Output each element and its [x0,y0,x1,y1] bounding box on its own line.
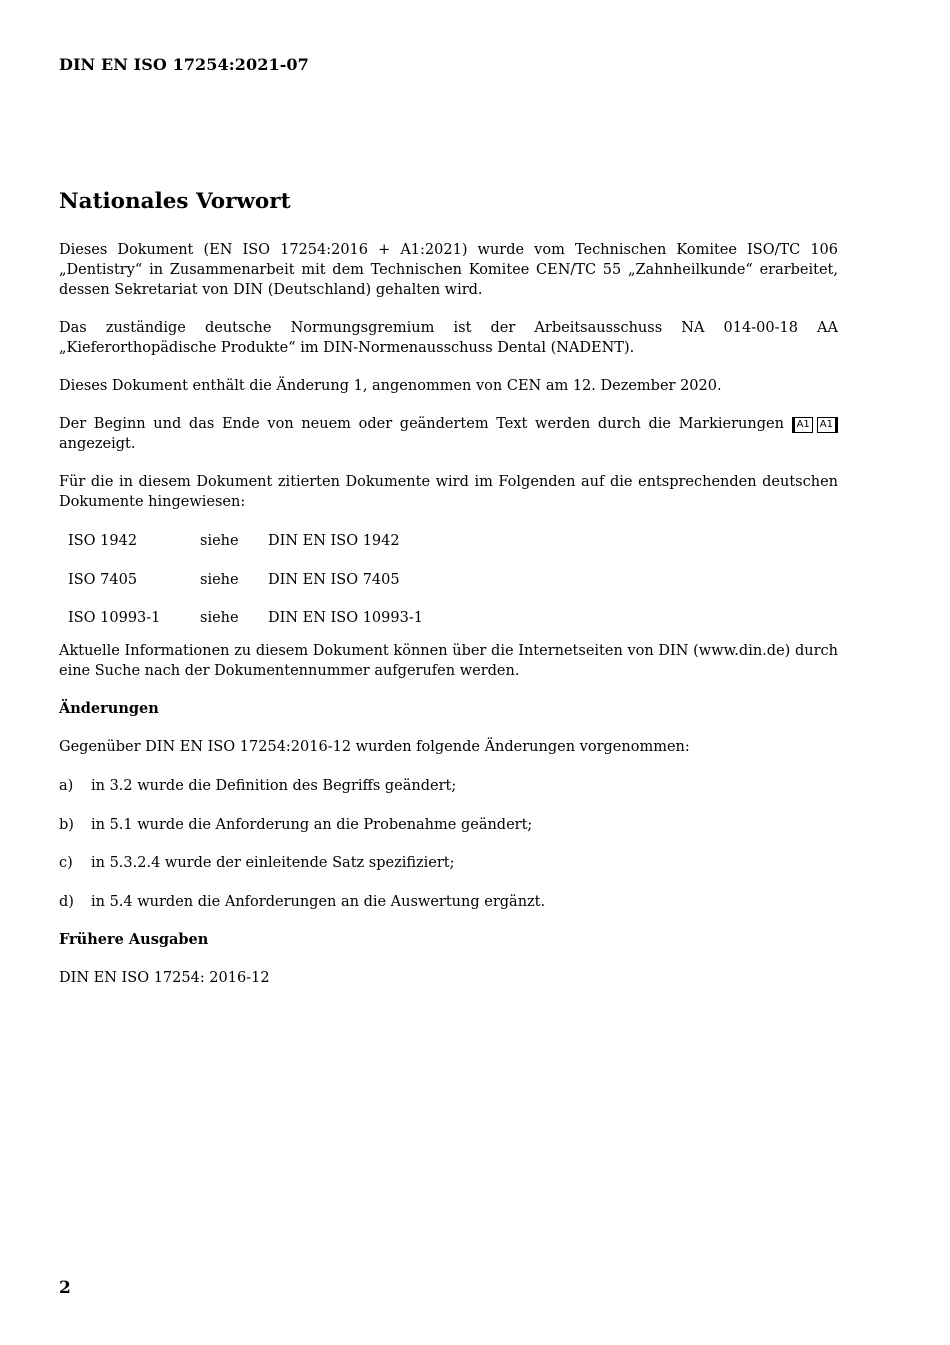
list-item-letter: d) [59,893,74,910]
list-item [59,815,838,835]
reference-iso: ISO 7405 [68,571,138,588]
list-item [59,892,838,912]
list-item-text: in 5.4 wurden die Anforderungen an die Auswertung ergänzt. [91,893,546,910]
document-body [59,240,838,1006]
reference-row [59,570,838,590]
markers-text-end: angezeigt. [59,436,136,452]
amendment-end-marker-icon: A1 [817,417,838,433]
list-item-letter: b) [59,816,74,833]
reference-din: DIN EN ISO 10993-1 [268,610,423,626]
list-item [59,853,838,873]
page-number: 2 [59,1278,71,1298]
list-item-text: in 5.3.2.4 wurde der einleitende Satz spezifiziert; [91,855,455,871]
changes-heading: Änderungen [59,700,159,717]
reference-see: siehe [200,610,239,626]
reference-row [59,531,838,551]
list-item-text: in 5.1 wurde die Anforderung an die Probenahme geändert; [91,816,533,833]
paragraph-responsible-body: Das zuständige deutsche Normungsgremium ist der Arbeitsausschuss NA 014-00-18 AA „Kieferorthopädische Produkte“ im DIN-Normenausschuss Dental (NADENT). [59,320,838,356]
reference-din: DIN EN ISO 7405 [268,571,400,588]
reference-iso: ISO 1942 [68,533,138,549]
markers-text: Der Beginn und das Ende von neuem oder geändertem Text werden durch die Markierungen [59,416,784,432]
list-item-letter: a) [59,778,74,794]
reference-list [59,531,838,628]
reference-see: siehe [200,571,239,588]
previous-editions-heading: Frühere Ausgaben [59,931,209,948]
paragraph-markers [59,414,838,454]
reference-din: DIN EN ISO 1942 [268,533,400,549]
changes-list [59,776,838,912]
list-item [59,776,838,796]
paragraph-committee: Dieses Dokument (EN ISO 17254:2016 + A1:2021) wurde vom Technischen Komitee ISO/TC 106 „Dentistry“ in Zusammenarbeit mit dem Technischen Komitee CEN/TC 55 „Zahnheilkunde“ erarbeitet, dessen Sekretariat von DIN (Deutschland) gehalten wird. [59,242,838,298]
reference-row [59,608,838,628]
reference-see: siehe [200,533,239,549]
list-item-text: in 3.2 wurde die Definition des Begriffs geändert; [91,778,457,794]
previous-editions-text: DIN EN ISO 17254: 2016-12 [59,970,270,986]
list-item-letter: c) [59,855,73,871]
paragraph-online-info: Aktuelle Informationen zu diesem Dokument können über die Internetseiten von DIN (www.din.de) durch eine Suche nach der Dokumentennummer aufgerufen werden. [59,643,838,679]
document-identifier: DIN EN ISO 17254:2021-07 [59,55,309,74]
reference-iso: ISO 10993-1 [68,610,161,626]
changes-intro: Gegenüber DIN EN ISO 17254:2016-12 wurden folgende Änderungen vorgenommen: [59,739,690,755]
paragraph-references-intro: Für die in diesem Dokument zitierten Dokumente wird im Folgenden auf die entsprechenden deutschen Dokumente hingewiesen: [59,474,838,510]
page-title: Nationales Vorwort [59,189,291,214]
amendment-start-marker-icon: A1 [792,417,813,433]
paragraph-amendment: Dieses Dokument enthält die Änderung 1, angenommen von CEN am 12. Dezember 2020. [59,378,722,394]
